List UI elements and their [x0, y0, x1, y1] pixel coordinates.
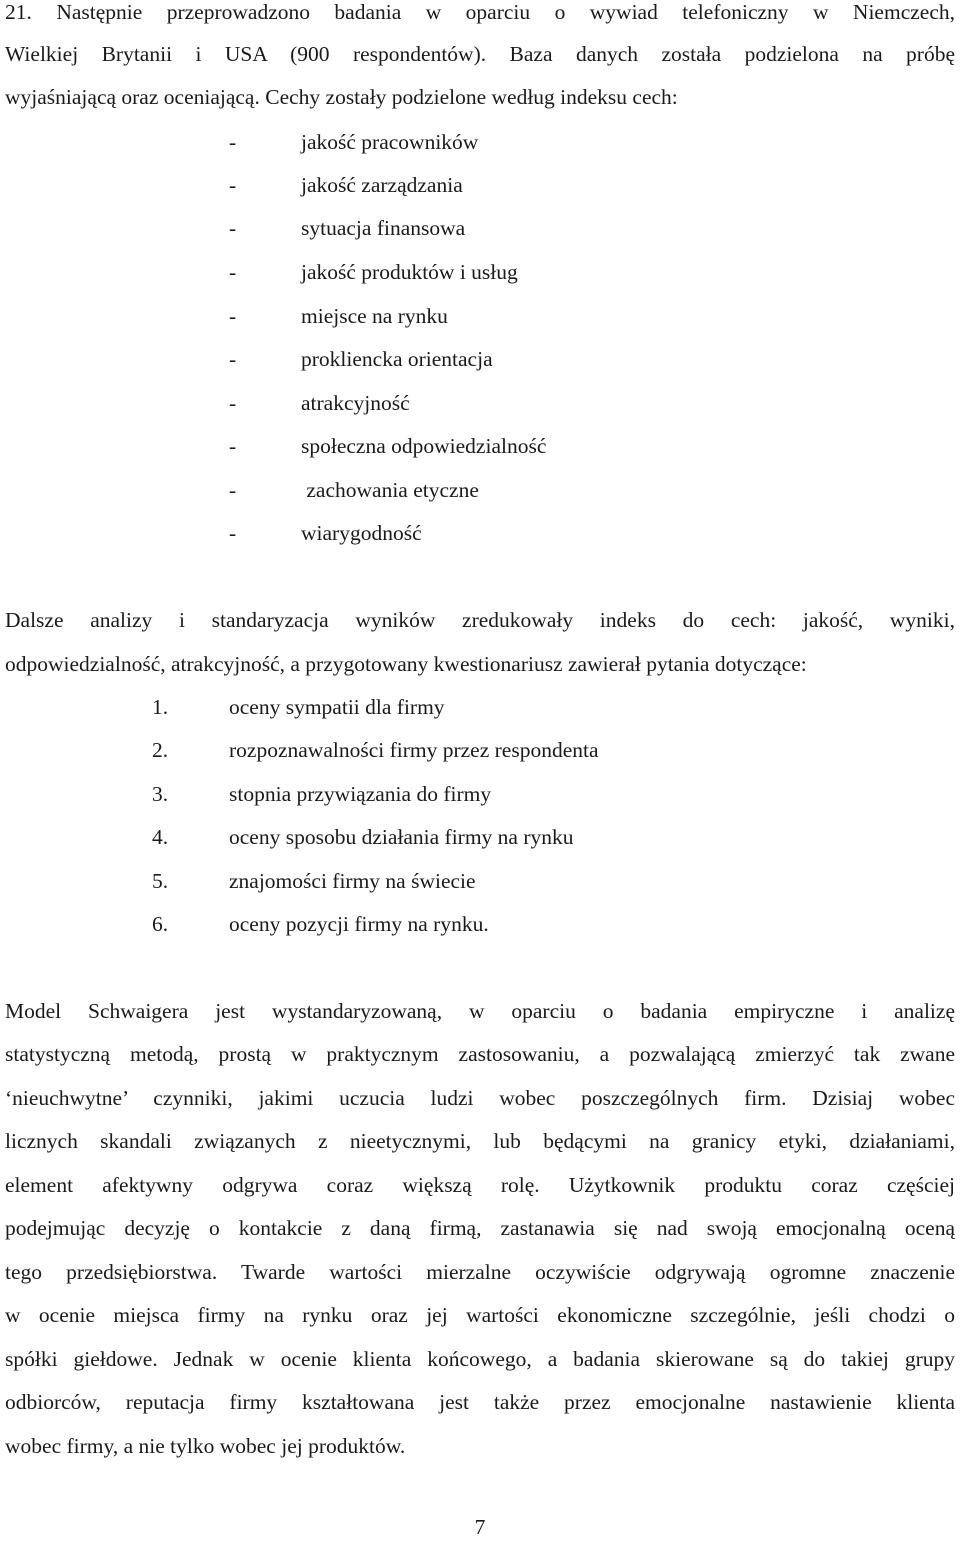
- list-number: 5.: [152, 869, 169, 893]
- model-line: odbiorców, reputacja firmy kształtowana jest także przez emocjonalne nastawienie klienta: [5, 1390, 955, 1414]
- list-item-text: atrakcyjność: [301, 391, 410, 415]
- bullet-dash: -: [229, 391, 237, 415]
- list-number: 4.: [152, 825, 169, 849]
- bullet-dash: -: [229, 173, 237, 197]
- model-line: element afektywny odgrywa coraz większą rolę. Użytkownik produktu coraz częściej: [5, 1173, 955, 1197]
- list-item-text: stopnia przywiązania do firmy: [229, 782, 492, 806]
- intro-line: 21. Następnie przeprowadzono badania w oparciu o wywiad telefoniczny w Niemczech,: [5, 0, 955, 24]
- list-item-text: miejsce na rynku: [301, 304, 448, 328]
- bullet-dash: -: [229, 216, 237, 240]
- list-item-text: wiarygodność: [301, 521, 422, 545]
- bullet-dash: -: [229, 347, 237, 371]
- list-number: 1.: [152, 695, 169, 719]
- model-line: podejmując decyzję o kontakcie z daną firmą, zastanawia się nad swoją emocjonalną oceną: [5, 1216, 955, 1240]
- model-line: w ocenie miejsca firmy na rynku oraz jej wartości ekonomiczne szczególnie, jeśli chodzi o: [5, 1303, 955, 1327]
- model-line: tego przedsiębiorstwa. Twarde wartości mierzalne oczywiście odgrywają ogromne znaczenie: [5, 1260, 955, 1284]
- model-line: statystyczną metodą, prostą w praktycznym zastosowaniu, a pozwalającą zmierzyć tak zwane: [5, 1042, 955, 1066]
- list-number: 2.: [152, 738, 169, 762]
- model-line: Model Schwaigera jest wystandaryzowaną, w oparciu o badania empiryczne i analizę: [5, 999, 955, 1023]
- model-line: wobec firmy, a nie tylko wobec jej produktów.: [5, 1434, 406, 1458]
- bullet-dash: -: [229, 130, 237, 154]
- list-item-text: społeczna odpowiedzialność: [301, 434, 547, 458]
- analysis-line: Dalsze analizy i standaryzacja wyników zredukowały indeks do cech: jakość, wyniki,: [5, 608, 955, 632]
- bullet-dash: -: [229, 434, 237, 458]
- bullet-dash: -: [229, 304, 237, 328]
- analysis-line: odpowiedzialność, atrakcyjność, a przygotowany kwestionariusz zawierał pytania dotyczące:: [5, 652, 807, 676]
- bullet-dash: -: [229, 260, 237, 284]
- list-item-text: zachowania etyczne: [301, 478, 479, 502]
- list-item-text: jakość zarządzania: [301, 173, 463, 197]
- model-line: spółki giełdowe. Jednak w ocenie klienta końcowego, a badania skierowane są do takiej grupy: [5, 1347, 955, 1371]
- list-item-text: znajomości firmy na świecie: [229, 869, 476, 893]
- list-item-text: sytuacja finansowa: [301, 216, 466, 240]
- intro-line: Wielkiej Brytanii i USA (900 respondentów). Baza danych została podzielona na próbę: [5, 42, 955, 66]
- page-number: 7: [474, 1515, 486, 1539]
- model-line: licznych skandali związanych z nieetycznymi, lub będącymi na granicy etyki, działaniami,: [5, 1129, 955, 1153]
- list-item-text: prokliencka orientacja: [301, 347, 493, 371]
- model-line: ‘nieuchwytne’ czynniki, jakimi uczucia ludzi wobec poszczególnych firm. Dzisiaj wobec: [5, 1086, 955, 1110]
- list-number: 3.: [152, 782, 169, 806]
- bullet-dash: -: [229, 478, 237, 502]
- list-item-text: rozpoznawalności firmy przez respondenta: [229, 738, 599, 762]
- bullet-dash: -: [229, 521, 237, 545]
- list-number: 6.: [152, 912, 169, 936]
- list-item-text: jakość pracowników: [301, 130, 479, 154]
- list-item-text: oceny pozycji firmy na rynku.: [229, 912, 489, 936]
- list-item-text: oceny sympatii dla firmy: [229, 695, 445, 719]
- intro-line: wyjaśniającą oraz oceniającą. Cechy zostały podzielone według indeksu cech:: [5, 85, 678, 109]
- list-item-text: oceny sposobu działania firmy na rynku: [229, 825, 574, 849]
- list-item-text: jakość produktów i usług: [301, 260, 518, 284]
